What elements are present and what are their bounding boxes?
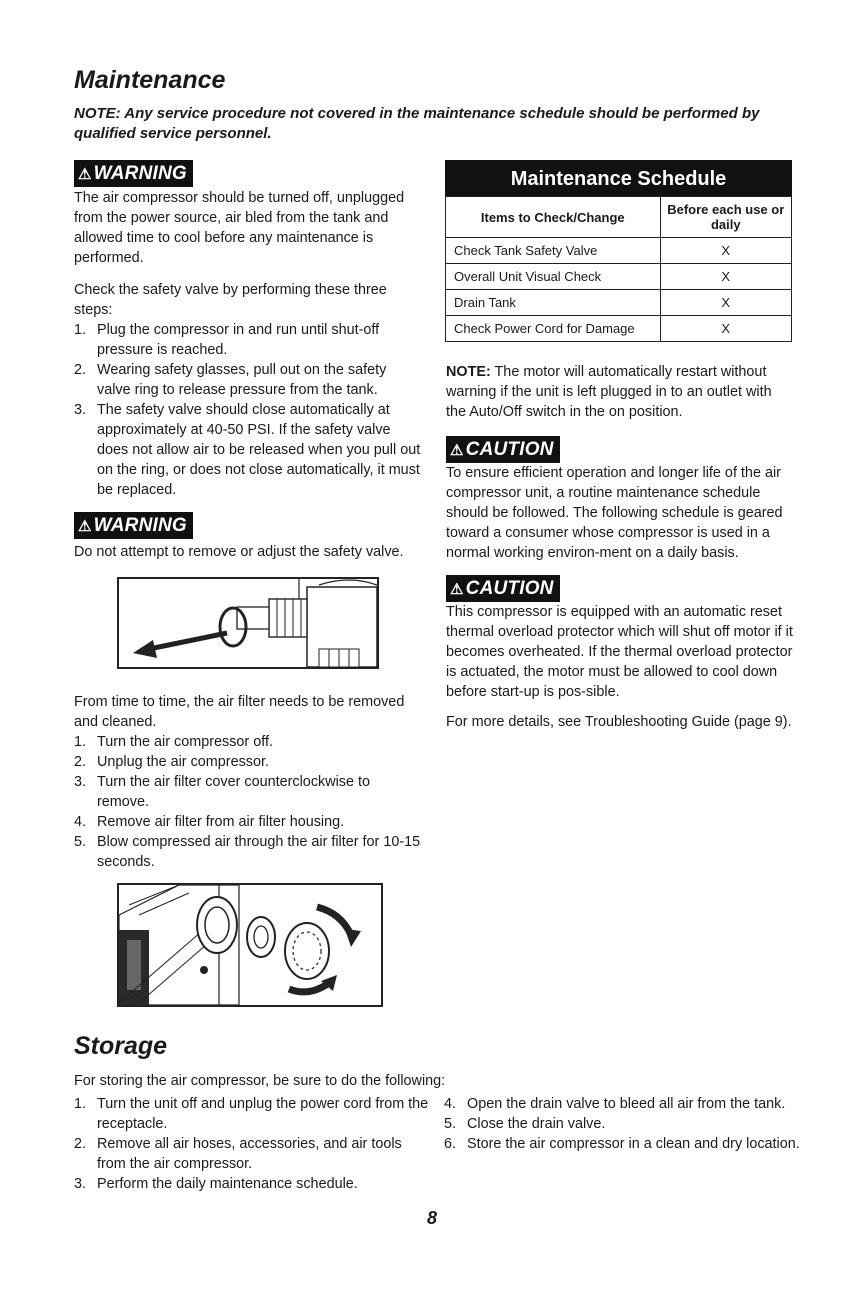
warning-text: The air compressor should be turned off, unplugged from the power source, air bled from the tank and allowed time to cool before any maintenance is performed.	[74, 190, 405, 266]
page-number: 8	[426, 1208, 437, 1228]
filter-steps	[74, 732, 422, 872]
restart-note: NOTE: The motor will automatically restart without warning if the unit is left plugged in to an outlet with the Auto/Off switch in the on position.	[446, 364, 772, 420]
column-header: Items to Check/Change	[446, 197, 661, 238]
warning-triangle-icon: ⚠	[78, 518, 92, 535]
table-header-row	[446, 197, 792, 238]
safety-valve-figure	[117, 577, 379, 669]
warning-badge: ⚠ WARNING	[74, 512, 193, 539]
storage-steps-left	[74, 1094, 429, 1194]
caution-text: To ensure efficient operation and longer life of the air compressor unit, a routine maintenance schedule should be followed. The following schedule is geared toward a consumer whose compressor is used in a normal working environ-ment on a daily basis.	[446, 465, 783, 561]
list-item: 2. Wearing safety glasses, pull out on the safety valve ring to release pressure from the tank.	[74, 362, 387, 398]
maintenance-schedule	[445, 160, 792, 342]
air-filter-figure	[117, 883, 383, 1007]
filter-intro: From time to time, the air filter needs to be removed and cleaned.	[74, 694, 405, 730]
air-filter-illustration	[119, 885, 381, 1005]
list-item: 4. Open the drain valve to bleed all air from the tank.	[444, 1096, 786, 1112]
list-item: 3. Turn the air filter cover counterclockwise to remove.	[74, 774, 370, 810]
caution-badge: ⚠ CAUTION	[446, 575, 560, 602]
schedule-title: Maintenance Schedule	[445, 160, 792, 196]
warning-badge: ⚠ WARNING	[74, 160, 193, 187]
safety-steps	[74, 320, 422, 500]
list-item: 3. The safety valve should close automatically at approximately at 40-50 PSI. If the safety valve does not allow air to be released when you pull out on the ring, or does not close automatically, it must be replaced.	[74, 402, 421, 498]
left-column	[74, 160, 422, 500]
table-row: Overall Unit Visual Check X	[446, 264, 792, 290]
column-header: Before each use or daily	[660, 197, 791, 238]
warning-triangle-icon: ⚠	[450, 442, 464, 459]
service-note: NOTE: Any service procedure not covered in the maintenance schedule should be performed by qualified service personnel.	[74, 105, 760, 142]
list-item: 2. Remove all air hoses, accessories, and air tools from the air compressor.	[74, 1136, 402, 1172]
warning-triangle-icon: ⚠	[450, 581, 464, 598]
list-item: 1. Turn the air compressor off.	[74, 734, 273, 750]
list-item: 1. Turn the unit off and unplug the power cord from the receptacle.	[74, 1096, 429, 1132]
list-item: 4. Remove air filter from air filter housing.	[74, 814, 345, 830]
table-row: Drain Tank X	[446, 290, 792, 316]
table-row: Check Tank Safety Valve X	[446, 238, 792, 264]
details-reference: For more details, see Troubleshooting Guide (page 9).	[446, 714, 792, 730]
list-item: 1. Plug the compressor in and run until shut-off pressure is reached.	[74, 322, 380, 358]
safety-intro: Check the safety valve by performing these three steps:	[74, 282, 387, 318]
warning-triangle-icon: ⚠	[78, 166, 92, 183]
caution-badge: ⚠ CAUTION	[446, 436, 560, 463]
list-item: 3. Perform the daily maintenance schedule.	[74, 1176, 358, 1192]
filter-section	[74, 692, 422, 872]
list-item: 6. Store the air compressor in a clean and dry location.	[444, 1136, 800, 1152]
warning-block-2	[74, 512, 434, 562]
table-row: Check Power Cord for Damage X	[446, 316, 792, 342]
list-item: 2. Unplug the air compressor.	[74, 754, 269, 770]
storage-intro: For storing the air compressor, be sure to do the following:	[74, 1073, 446, 1089]
schedule-table	[445, 196, 792, 342]
right-column	[446, 362, 794, 732]
warning-text: Do not attempt to remove or adjust the safety valve.	[74, 544, 404, 560]
safety-valve-illustration	[119, 579, 377, 667]
page-title: Maintenance	[74, 66, 226, 94]
list-item: 5. Close the drain valve.	[444, 1116, 606, 1132]
caution-text: This compressor is equipped with an automatic reset thermal overload protector which will shut off motor if it becomes overheated. If the thermal overload protector is actuated, the motor must be allowed to cool down before start-up is pos-sible.	[446, 604, 793, 700]
storage-title: Storage	[74, 1032, 168, 1060]
storage-steps-right	[444, 1094, 804, 1154]
list-item: 5. Blow compressed air through the air filter for 10-15 seconds.	[74, 834, 421, 870]
